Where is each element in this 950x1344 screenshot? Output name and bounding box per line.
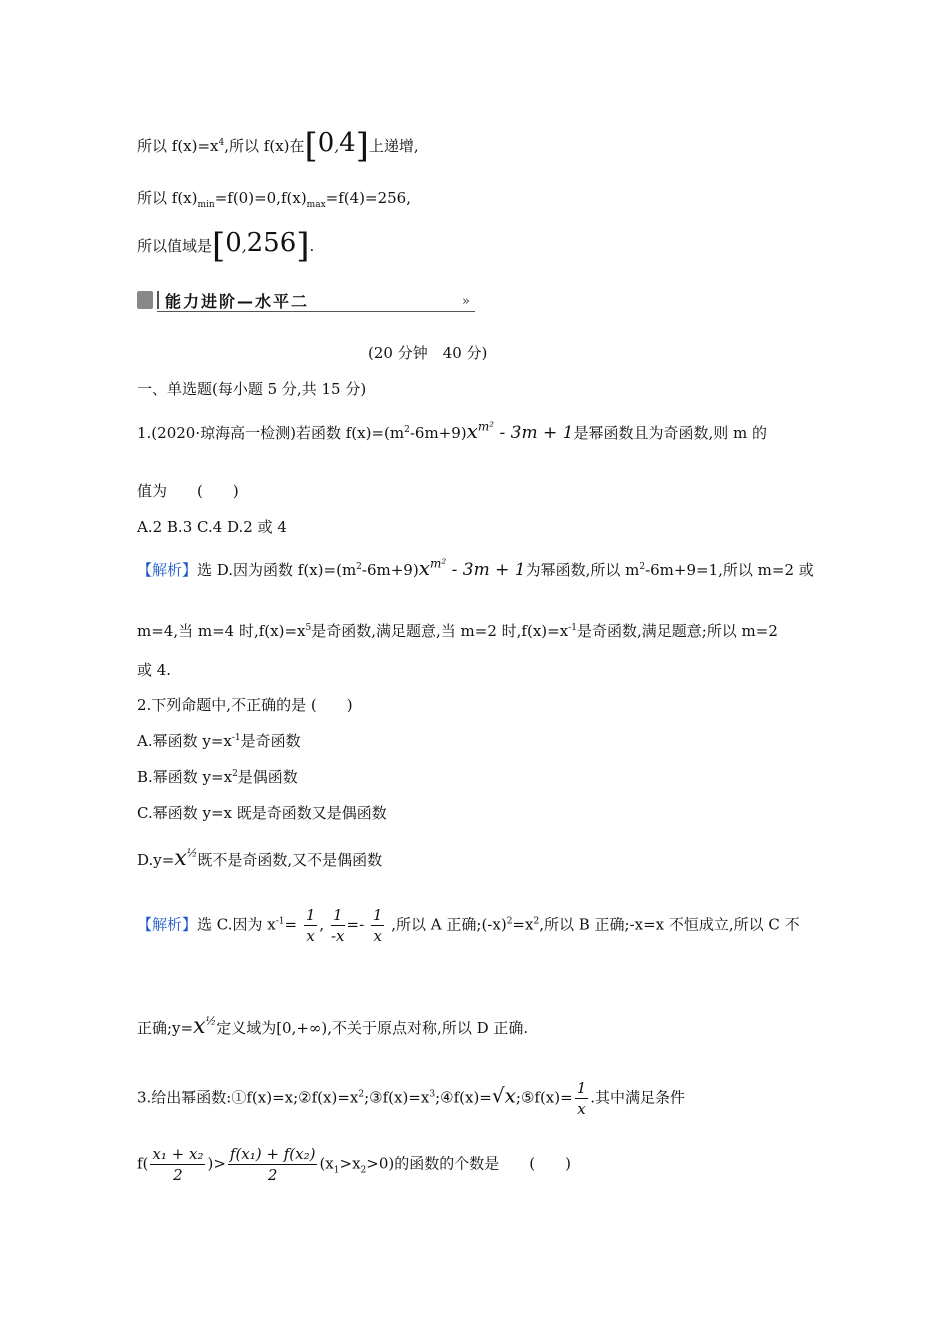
q2-option-d: $D.y=x^{\frac{1}{2}}$既不是奇函数,又不是偶函数 xyxy=(137,846,383,871)
part-heading: 一、单选题(每小题 5 分,共 15 分) xyxy=(137,380,367,398)
line-1: 所以 $f(x)=x^4$,所以 f(x)在[0,4]上递增, xyxy=(137,126,419,166)
q1-stem: 1.(2020·琼海高一检测)若函数 $f(x)=(m^2-6m+9)x^{m^2} - 3m + 1$是幂函数且为奇函数,则 m 的 xyxy=(137,419,768,443)
q1-stem-cont: 值为 ( ) xyxy=(137,482,239,500)
double-arrow-icon: » xyxy=(462,294,470,309)
q2-analysis-cont: 正确$;y=x^{\frac{1}{2}}$定义域为[0,+∞),不关于原点对称,所以 D 正确. xyxy=(137,1014,529,1039)
q2-option-a: A.幂函数 $y=x^{-1}$是奇函数 xyxy=(137,732,301,750)
q1-analysis-end: 或 4. xyxy=(137,661,172,679)
section-header xyxy=(137,289,470,313)
q2-analysis: 【解析】选 C.因为 $x^{-1}=$ $\frac{1}{x}$ , $\frac{1}{-x}$ =- $\frac{1}{x}$ ,所以 A 正确$;(-x)^2=x^2$,所以 B 正确;-x=x 不恒成立,所以 C 不 xyxy=(137,906,800,945)
section-title: 能力进阶—水平二 xyxy=(165,292,310,311)
divider xyxy=(157,291,159,309)
q3-condition: f( $\frac{\text{x₁ + x₂}}{2}$ )> $\frac{\text{f(x₁) + f(x₂)}}{2}$ $(x_1>x_2>0)$的函数的个数是 ( ) xyxy=(137,1145,571,1184)
time-limit: (20 分钟 40 分) xyxy=(368,344,488,362)
underline xyxy=(157,311,475,312)
line-3: 所以值域是[0,256]. xyxy=(137,226,315,266)
q1-analysis: 【解析】选 D.因为函数 $f(x)=(m^2-6m+9)x^{m^2} - 3m + 1$为幂函数,所以 $m^2-6m+9=1$,所以 m=2 或 xyxy=(137,556,814,580)
q1-analysis-cont: m=4,当 m=4 时$,f(x)=x^5$是奇函数,满足题意,当 m=2 时$,f(x)=x^{-1}$是奇函数,满足题意;所以 m=2 xyxy=(137,622,778,640)
line-2: 所以 $f(x)_{min}=f(0)=0,f(x)_{max}=f(4)=256$, xyxy=(137,189,411,210)
q2-stem: 2.下列命题中,不正确的是 ( ) xyxy=(137,696,353,714)
q1-options: A.2 B.3 C.4 D.2 或 4 xyxy=(137,518,287,536)
q2-option-c: C.幂函数 y=x 既是奇函数又是偶函数 xyxy=(137,804,387,822)
q2-option-b: B.幂函数 $y=x^2$是偶函数 xyxy=(137,768,298,786)
q3-stem: 3.给出幂函数$:①f(x)=x;②f(x)=x^2;③f(x)=x^3;④f(x)=√x;⑤f(x)=$ $\frac{1}{x}$ .其中满足条件 xyxy=(137,1079,686,1118)
lightbulb-icon xyxy=(137,291,153,309)
